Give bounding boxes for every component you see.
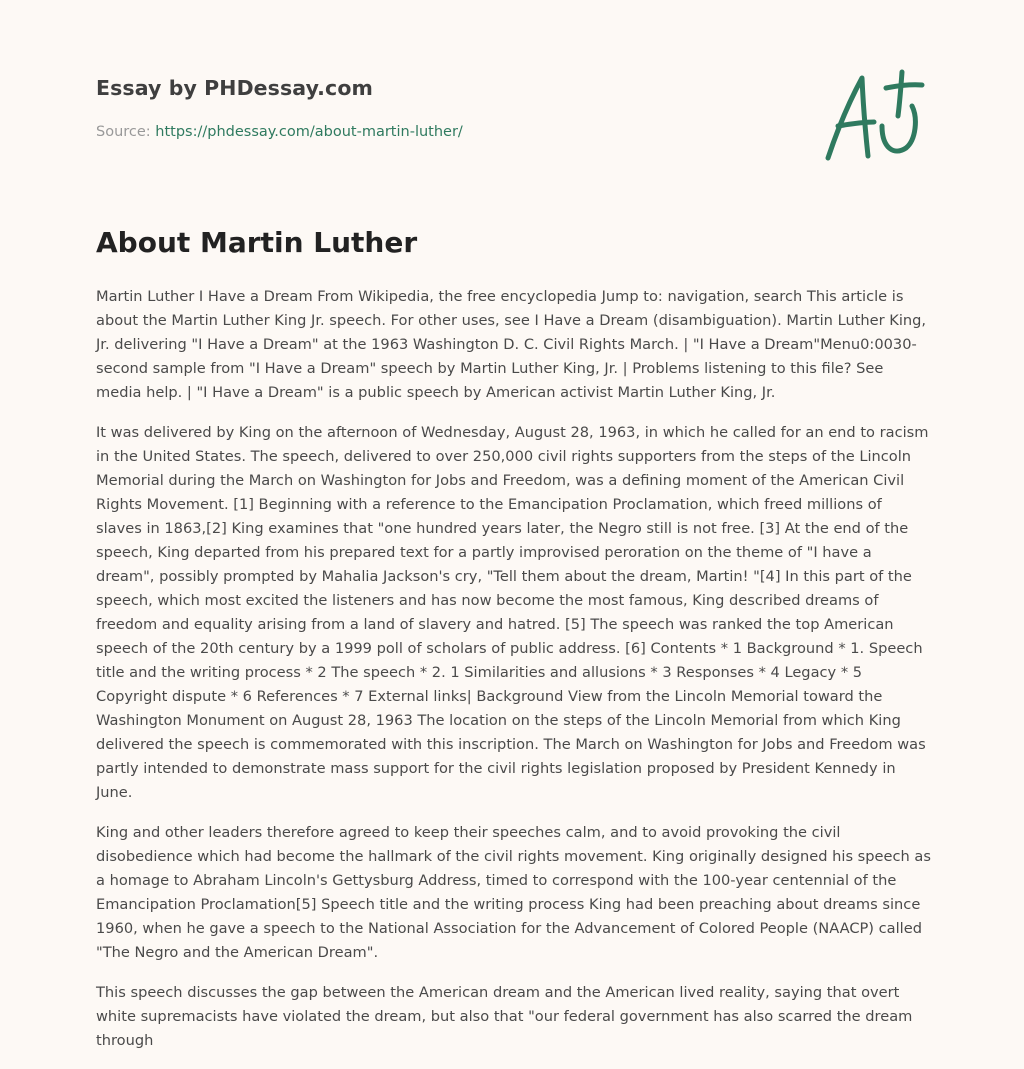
paragraph: King and other leaders therefore agreed to keep their speeches calm, and to avoid provoking the civil disobedience which had become the hallmark of the civil rights movement. King originally designed his speech as a homage to Abraham Lincoln's Gettysburg Address, timed to correspond with the 100-year centennial of the Emancipation Proclamation[5] Speech title and the writing process King had been preaching about dreams since 1960, when he gave a speech to the National Association for the Advancement of Colored People (NAACP) called "The Negro and the American Dream". [96,824,931,961]
a-plus-logo [822,66,926,166]
source-label: Source: [96,124,156,140]
paragraph: Martin Luther I Have a Dream From Wikipedia, the free encyclopedia Jump to: navigation, search This article is about the Martin Luther King Jr. speech. For other uses, see I Have a Dream (disambiguation). Martin Luther King, Jr. delivering "I Have a Dream" at the 1963 Washington D. C. Civil Rights March. | "I Have a Dream"Menu0:0030-second sample from "I Have a Dream" speech by Martin Luther King, Jr. | Problems listening to this file? See media help. | "I Have a Dream" is a public speech by American activist Martin Luther King, Jr. [96,288,927,401]
brand-title: Essay by PHDessay.com [96,76,373,100]
article-body [96,285,932,1069]
source-link[interactable]: https://phdessay.com/about-martin-luther/ [155,124,463,140]
paragraph: This speech discusses the gap between the American dream and the American lived reality, saying that overt white supremacists have violated the dream, but also that "our federal government has also scarred the dream through [96,984,913,1049]
article-title: About Martin Luther [96,226,418,259]
paragraph: It was delivered by King on the afternoon of Wednesday, August 28, 1963, in which he called for an end to racism in the United States. The speech, delivered to over 250,000 civil rights supporters from the steps of the Lincoln Memorial during the March on Washington for Jobs and Freedom, was a defining moment of the American Civil Rights Movement. [1] Beginning with a reference to the Emancipation Proclamation, which freed millions of slaves in 1863,[2] King examines that "one hundred years later, the Negro still is not free. [3] At the end of the speech, King departed from his prepared text for a partly improvised peroration on the theme of "I have a dream", possibly prompted by Mahalia Jackson's cry, "Tell them about the dream, Martin! "[4] In this part of the speech, which most excited the listeners and has now become the most famous, King described dreams of freedom and equality arising from a land of slavery and hatred. [5] The speech was ranked the top American speech of the 20th century by a 1999 poll of scholars of public address. [6] Contents * 1 Background * 1. Speech title and the writing process * 2 The speech * 2. 1 Similarities and allusions * 3 Responses * 4 Legacy * 5 Copyright dispute * 6 References * 7 External links| Background View from the Lincoln Memorial toward the Washington Monument on August 28, 1963 The location on the steps of the Lincoln Memorial from which King delivered the speech is commemorated with this inscription. The March on Washington for Jobs and Freedom was partly intended to demonstrate mass support for the civil rights legislation proposed by President Kennedy in June. [96,424,929,801]
source-line [96,124,463,140]
